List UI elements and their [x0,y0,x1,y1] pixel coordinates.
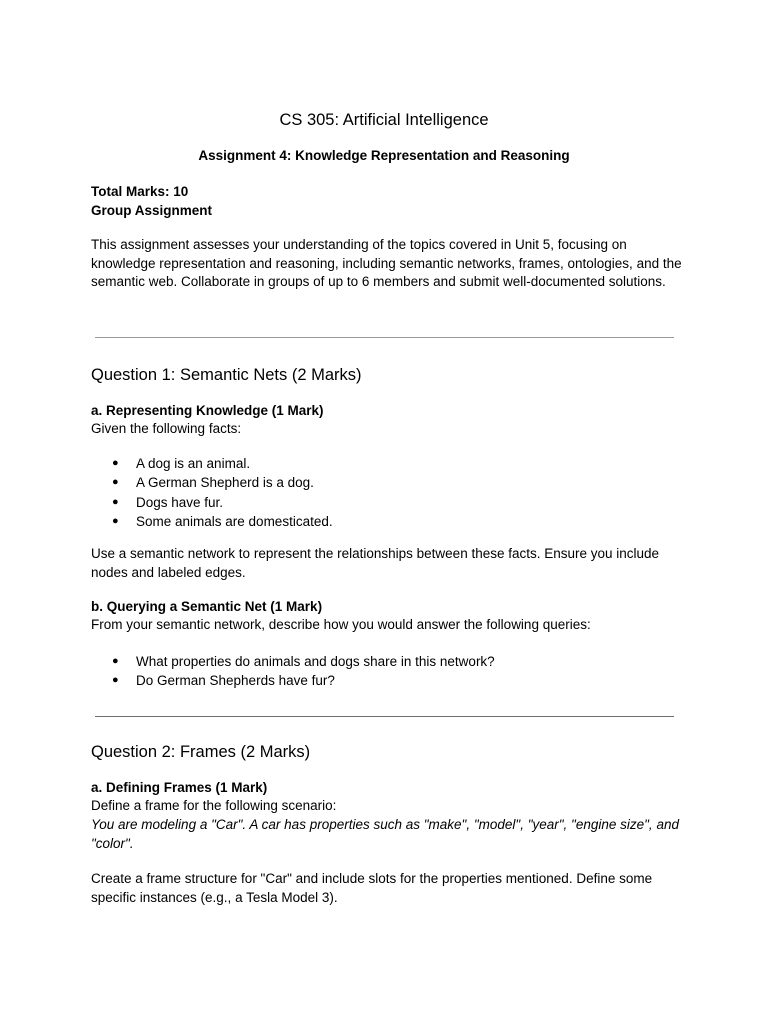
question-1a-heading: a. Representing Knowledge (1 Mark) [91,403,324,418]
list-item: ● Do German Shepherds have fur? [91,671,691,690]
question-1b-intro: From your semantic network, describe how you would answer the following queries: [91,617,591,632]
question-2a-heading: a. Defining Frames (1 Mark) [91,780,268,795]
bullet-icon: ● [112,495,119,508]
bullet-icon: ● [112,476,119,489]
total-marks: Total Marks: 10 [91,184,189,199]
section-divider [95,337,674,338]
bullet-icon: ● [112,457,119,469]
question-2a-intro: Define a frame for the following scenario: [91,798,337,813]
queries-list [91,652,691,691]
question-2a-task: Create a frame structure for "Car" and include slots for the properties mentioned. Define some specific instances (e.g., a Tesla Model 3). [91,871,653,905]
list-item: ● A German Shepherd is a dog. [91,473,691,492]
question-1a-intro: Given the following facts: [91,421,242,436]
bullet-icon: ● [112,514,119,527]
section-divider [95,716,674,717]
intro-paragraph: This assignment assesses your understanding of the topics covered in Unit 5, focusing on knowledge representation and reasoning, including semantic networks, frames, ontologies, and the semantic web. Collaborate in groups of up to 6 members and submit well-documented solutions. [91,237,682,290]
question-1-heading: Question 1: Semantic Nets (2 Marks) [91,366,362,384]
question-1b-heading: b. Querying a Semantic Net (1 Mark) [91,599,323,614]
list-item: ● What properties do animals and dogs share in this network? [91,652,691,671]
group-assignment-label: Group Assignment [91,203,213,218]
list-item: ● Dogs have fur. [91,493,691,512]
car-scenario: You are modeling a "Car". A car has properties such as "make", "model", "year", "engine size", and "color". [91,817,679,851]
question-2-heading: Question 2: Frames (2 Marks) [91,743,311,761]
list-item: ● A dog is an animal. [91,454,691,473]
bullet-icon: ● [112,655,119,667]
bullet-icon: ● [112,674,119,687]
list-item: ● Some animals are domesticated. [91,512,691,531]
facts-list [91,454,691,531]
assignment-subtitle: Assignment 4: Knowledge Representation and Reasoning [198,148,570,163]
page-title: CS 305: Artificial Intelligence [279,111,489,129]
question-1a-task: Use a semantic network to represent the relationships between these facts. Ensure you include nodes and labeled edges. [91,546,660,580]
